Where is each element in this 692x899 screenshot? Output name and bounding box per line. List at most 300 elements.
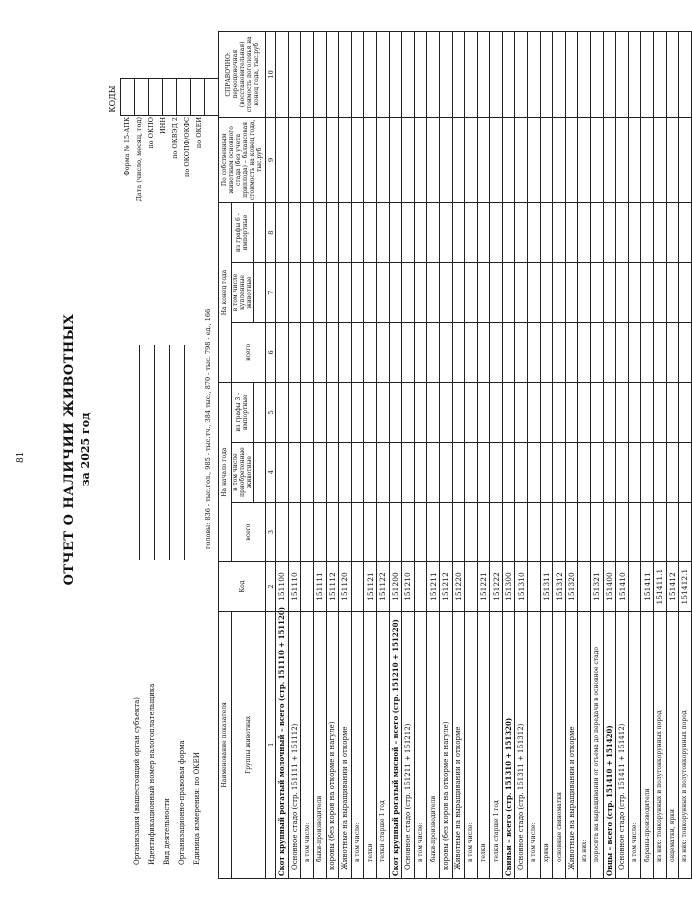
data-cell[interactable] <box>591 502 604 562</box>
data-cell[interactable] <box>427 263 440 323</box>
data-cell[interactable] <box>288 263 301 323</box>
data-cell[interactable] <box>465 322 478 382</box>
data-cell[interactable] <box>301 203 314 263</box>
data-cell[interactable] <box>628 32 641 118</box>
code-cell[interactable] <box>205 79 219 116</box>
data-cell[interactable] <box>364 322 377 382</box>
data-cell[interactable] <box>679 322 692 382</box>
data-cell[interactable] <box>439 263 452 323</box>
data-cell[interactable] <box>364 442 377 502</box>
data-cell[interactable] <box>603 382 616 442</box>
data-cell[interactable] <box>439 32 452 118</box>
data-cell[interactable] <box>565 442 578 502</box>
data-cell[interactable] <box>515 263 528 323</box>
data-cell[interactable] <box>339 117 352 203</box>
data-cell[interactable] <box>452 117 465 203</box>
data-cell[interactable] <box>628 203 641 263</box>
data-cell[interactable] <box>666 32 679 118</box>
data-cell[interactable] <box>502 502 515 562</box>
data-cell[interactable] <box>389 322 402 382</box>
data-cell[interactable] <box>641 382 654 442</box>
data-cell[interactable] <box>654 382 667 442</box>
data-cell[interactable] <box>351 263 364 323</box>
data-cell[interactable] <box>439 382 452 442</box>
data-cell[interactable] <box>477 117 490 203</box>
data-cell[interactable] <box>402 203 415 263</box>
data-cell[interactable] <box>414 32 427 118</box>
data-cell[interactable] <box>389 32 402 118</box>
data-cell[interactable] <box>402 502 415 562</box>
data-cell[interactable] <box>313 32 326 118</box>
data-cell[interactable] <box>528 263 541 323</box>
form-info-label: по ОКПО <box>147 117 155 149</box>
data-cell[interactable] <box>427 322 440 382</box>
data-cell[interactable] <box>376 263 389 323</box>
data-cell[interactable] <box>276 382 289 442</box>
data-cell[interactable] <box>301 32 314 118</box>
data-cell[interactable] <box>376 203 389 263</box>
data-cell[interactable] <box>603 203 616 263</box>
data-cell[interactable] <box>301 382 314 442</box>
data-cell[interactable] <box>515 502 528 562</box>
data-cell[interactable] <box>313 502 326 562</box>
data-cell[interactable] <box>288 322 301 382</box>
data-cell[interactable] <box>389 382 402 442</box>
units-line: головы: 836 - тыс.гол., 985 - тыс.тч., 384 тыс., 870 - тыс. 798 - ед., 166 <box>204 308 212 549</box>
data-cell[interactable] <box>465 32 478 118</box>
data-cell[interactable] <box>389 203 402 263</box>
data-cell[interactable] <box>528 442 541 502</box>
data-cell[interactable] <box>654 117 667 203</box>
data-cell[interactable] <box>389 442 402 502</box>
data-cell[interactable] <box>427 502 440 562</box>
row-code <box>414 562 427 611</box>
data-cell[interactable] <box>389 263 402 323</box>
table-row <box>540 32 553 879</box>
start-total-header: всего <box>231 502 266 562</box>
data-cell[interactable] <box>515 203 528 263</box>
data-cell[interactable] <box>591 382 604 442</box>
data-cell[interactable] <box>502 442 515 502</box>
data-cell[interactable] <box>679 263 692 323</box>
data-cell[interactable] <box>654 32 667 118</box>
row-label: в том числе: <box>528 611 541 878</box>
data-cell[interactable] <box>616 382 629 442</box>
data-cell[interactable] <box>528 382 541 442</box>
data-cell[interactable] <box>465 117 478 203</box>
data-cell[interactable] <box>578 322 591 382</box>
data-cell[interactable] <box>301 442 314 502</box>
data-cell[interactable] <box>452 203 465 263</box>
data-cell[interactable] <box>591 32 604 118</box>
org-field[interactable]: Организационно-правовая форма <box>173 345 188 865</box>
row-label: Скот крупный рогатый молочный – всего (стр. 151110 + 151120) <box>276 611 289 878</box>
data-cell[interactable] <box>276 263 289 323</box>
data-cell[interactable] <box>641 502 654 562</box>
data-cell[interactable] <box>326 32 339 118</box>
data-cell[interactable] <box>641 32 654 118</box>
data-cell[interactable] <box>402 442 415 502</box>
data-cell[interactable] <box>679 502 692 562</box>
data-cell[interactable] <box>654 442 667 502</box>
data-cell[interactable] <box>414 442 427 502</box>
data-cell[interactable] <box>402 382 415 442</box>
data-cell[interactable] <box>465 502 478 562</box>
code-cell[interactable] <box>149 79 163 116</box>
data-cell[interactable] <box>515 117 528 203</box>
data-cell[interactable] <box>528 502 541 562</box>
data-cell[interactable] <box>565 322 578 382</box>
data-cell[interactable] <box>666 203 679 263</box>
data-cell[interactable] <box>414 322 427 382</box>
data-cell[interactable] <box>452 442 465 502</box>
data-cell[interactable] <box>288 32 301 118</box>
data-cell[interactable] <box>578 502 591 562</box>
data-cell[interactable] <box>490 203 503 263</box>
data-cell[interactable] <box>679 382 692 442</box>
data-cell[interactable] <box>414 117 427 203</box>
row-code: 151412 <box>666 562 679 611</box>
data-cell[interactable] <box>591 322 604 382</box>
data-cell[interactable] <box>288 502 301 562</box>
table-row <box>439 32 452 879</box>
data-cell[interactable] <box>515 322 528 382</box>
data-cell[interactable] <box>490 382 503 442</box>
code-cell[interactable] <box>163 79 177 116</box>
data-cell[interactable] <box>565 32 578 118</box>
code-cell[interactable] <box>191 79 205 116</box>
data-cell[interactable] <box>578 263 591 323</box>
data-cell[interactable] <box>666 117 679 203</box>
data-cell[interactable] <box>276 117 289 203</box>
data-cell[interactable] <box>452 502 465 562</box>
data-cell[interactable] <box>666 442 679 502</box>
data-cell[interactable] <box>553 263 566 323</box>
data-cell[interactable] <box>301 117 314 203</box>
data-cell[interactable] <box>641 322 654 382</box>
data-cell[interactable] <box>528 322 541 382</box>
data-cell[interactable] <box>414 502 427 562</box>
data-cell[interactable] <box>666 502 679 562</box>
data-cell[interactable] <box>313 117 326 203</box>
data-cell[interactable] <box>351 32 364 118</box>
data-cell[interactable] <box>276 502 289 562</box>
data-cell[interactable] <box>364 263 377 323</box>
data-cell[interactable] <box>540 117 553 203</box>
data-cell[interactable] <box>603 117 616 203</box>
data-cell[interactable] <box>452 263 465 323</box>
data-cell[interactable] <box>376 442 389 502</box>
data-cell[interactable] <box>666 263 679 323</box>
end-imported-header: из графы 6 - импортные <box>231 203 253 263</box>
data-cell[interactable] <box>465 442 478 502</box>
data-cell[interactable] <box>427 203 440 263</box>
data-cell[interactable] <box>654 263 667 323</box>
data-cell[interactable] <box>326 442 339 502</box>
data-cell[interactable] <box>553 442 566 502</box>
data-cell[interactable] <box>376 322 389 382</box>
header-spacer <box>253 203 266 263</box>
data-cell[interactable] <box>439 117 452 203</box>
data-cell[interactable] <box>591 117 604 203</box>
data-cell[interactable] <box>679 32 692 118</box>
data-cell[interactable] <box>553 502 566 562</box>
data-cell[interactable] <box>364 117 377 203</box>
data-cell[interactable] <box>679 117 692 203</box>
data-cell[interactable] <box>402 32 415 118</box>
data-cell[interactable] <box>439 203 452 263</box>
data-cell[interactable] <box>276 322 289 382</box>
data-cell[interactable] <box>339 322 352 382</box>
data-cell[interactable] <box>301 263 314 323</box>
data-cell[interactable] <box>477 32 490 118</box>
row-code: 151122 <box>376 562 389 611</box>
data-cell[interactable] <box>288 117 301 203</box>
data-cell[interactable] <box>313 263 326 323</box>
data-cell[interactable] <box>540 502 553 562</box>
code-cell[interactable] <box>135 79 149 116</box>
data-cell[interactable] <box>591 203 604 263</box>
data-cell[interactable] <box>477 502 490 562</box>
data-cell[interactable] <box>641 117 654 203</box>
data-cell[interactable] <box>414 382 427 442</box>
data-cell[interactable] <box>502 263 515 323</box>
code-cell[interactable] <box>177 79 191 116</box>
data-cell[interactable] <box>339 32 352 118</box>
data-cell[interactable] <box>628 117 641 203</box>
data-cell[interactable] <box>439 442 452 502</box>
indicator-header: Наименование показателя <box>219 611 232 878</box>
data-cell[interactable] <box>616 442 629 502</box>
data-cell[interactable] <box>427 382 440 442</box>
data-cell[interactable] <box>565 502 578 562</box>
data-cell[interactable] <box>578 117 591 203</box>
data-cell[interactable] <box>628 322 641 382</box>
row-label: телки старше 1 год <box>490 611 503 878</box>
data-cell[interactable] <box>339 203 352 263</box>
data-cell[interactable] <box>326 382 339 442</box>
data-cell[interactable] <box>490 322 503 382</box>
data-cell[interactable] <box>628 442 641 502</box>
data-cell[interactable] <box>528 32 541 118</box>
data-cell[interactable] <box>477 263 490 323</box>
data-cell[interactable] <box>364 382 377 442</box>
data-cell[interactable] <box>540 263 553 323</box>
data-cell[interactable] <box>276 203 289 263</box>
table-row <box>376 32 389 879</box>
data-cell[interactable] <box>502 32 515 118</box>
data-cell[interactable] <box>313 322 326 382</box>
data-cell[interactable] <box>502 322 515 382</box>
data-cell[interactable] <box>628 502 641 562</box>
data-cell[interactable] <box>528 117 541 203</box>
data-cell[interactable] <box>477 382 490 442</box>
data-cell[interactable] <box>389 117 402 203</box>
data-cell[interactable] <box>578 382 591 442</box>
data-cell[interactable] <box>339 263 352 323</box>
data-cell[interactable] <box>288 442 301 502</box>
data-cell[interactable] <box>339 502 352 562</box>
data-cell[interactable] <box>490 502 503 562</box>
data-cell[interactable] <box>654 203 667 263</box>
data-cell[interactable] <box>490 263 503 323</box>
data-cell[interactable] <box>641 263 654 323</box>
data-cell[interactable] <box>616 32 629 118</box>
data-cell[interactable] <box>402 263 415 323</box>
header-spacer <box>253 263 266 323</box>
data-cell[interactable] <box>540 32 553 118</box>
data-cell[interactable] <box>465 382 478 442</box>
data-cell[interactable] <box>313 442 326 502</box>
data-cell[interactable] <box>452 32 465 118</box>
data-cell[interactable] <box>326 203 339 263</box>
data-cell[interactable] <box>477 442 490 502</box>
data-cell[interactable] <box>565 203 578 263</box>
data-cell[interactable] <box>339 442 352 502</box>
data-cell[interactable] <box>591 263 604 323</box>
data-cell[interactable] <box>515 382 528 442</box>
data-cell[interactable] <box>351 117 364 203</box>
data-cell[interactable] <box>364 203 377 263</box>
org-field[interactable]: Идентификационный номер налогоплательщика <box>143 345 158 865</box>
data-cell[interactable] <box>402 322 415 382</box>
data-cell[interactable] <box>465 203 478 263</box>
data-cell[interactable] <box>313 203 326 263</box>
data-cell[interactable] <box>578 203 591 263</box>
data-cell[interactable] <box>502 203 515 263</box>
data-cell[interactable] <box>364 502 377 562</box>
data-cell[interactable] <box>553 322 566 382</box>
data-cell[interactable] <box>679 442 692 502</box>
data-cell[interactable] <box>351 203 364 263</box>
data-cell[interactable] <box>301 322 314 382</box>
data-cell[interactable] <box>616 263 629 323</box>
data-cell[interactable] <box>301 502 314 562</box>
data-cell[interactable] <box>616 203 629 263</box>
data-cell[interactable] <box>502 117 515 203</box>
data-cell[interactable] <box>679 203 692 263</box>
data-cell[interactable] <box>553 32 566 118</box>
org-field[interactable]: Единица измерения: по ОКЕИ <box>193 752 201 865</box>
row-code: 151212 <box>439 562 452 611</box>
data-cell[interactable] <box>452 382 465 442</box>
data-cell[interactable] <box>603 263 616 323</box>
table-row <box>578 32 591 879</box>
row-label: телки старше 1 год <box>376 611 389 878</box>
data-cell[interactable] <box>477 322 490 382</box>
data-cell[interactable] <box>616 502 629 562</box>
row-code: 151100 <box>276 562 289 611</box>
data-cell[interactable] <box>288 382 301 442</box>
data-cell[interactable] <box>326 502 339 562</box>
data-cell[interactable] <box>603 442 616 502</box>
data-cell[interactable] <box>376 117 389 203</box>
data-cell[interactable] <box>427 117 440 203</box>
data-cell[interactable] <box>465 263 478 323</box>
data-cell[interactable] <box>351 442 364 502</box>
data-cell[interactable] <box>502 382 515 442</box>
data-cell[interactable] <box>351 502 364 562</box>
data-cell[interactable] <box>603 32 616 118</box>
data-cell[interactable] <box>565 117 578 203</box>
data-cell[interactable] <box>540 322 553 382</box>
data-cell[interactable] <box>490 442 503 502</box>
data-cell[interactable] <box>326 322 339 382</box>
data-cell[interactable] <box>628 263 641 323</box>
data-cell[interactable] <box>351 322 364 382</box>
data-cell[interactable] <box>389 502 402 562</box>
data-cell[interactable] <box>364 32 377 118</box>
data-cell[interactable] <box>591 442 604 502</box>
data-cell[interactable] <box>414 263 427 323</box>
data-cell[interactable] <box>540 382 553 442</box>
data-cell[interactable] <box>414 203 427 263</box>
data-cell[interactable] <box>376 32 389 118</box>
data-cell[interactable] <box>540 442 553 502</box>
data-cell[interactable] <box>326 117 339 203</box>
data-cell[interactable] <box>553 117 566 203</box>
data-cell[interactable] <box>641 442 654 502</box>
table-row <box>414 32 427 879</box>
organization-fields <box>128 345 203 865</box>
data-cell[interactable] <box>578 442 591 502</box>
data-cell[interactable] <box>654 322 667 382</box>
row-code: 151410 <box>616 562 629 611</box>
data-cell[interactable] <box>276 32 289 118</box>
data-cell[interactable] <box>427 442 440 502</box>
data-cell[interactable] <box>477 203 490 263</box>
data-cell[interactable] <box>276 442 289 502</box>
data-cell[interactable] <box>439 502 452 562</box>
data-cell[interactable] <box>553 382 566 442</box>
org-field[interactable]: Вид деятельности <box>158 345 173 865</box>
data-cell[interactable] <box>376 502 389 562</box>
data-cell[interactable] <box>313 382 326 442</box>
data-cell[interactable] <box>351 382 364 442</box>
data-cell[interactable] <box>515 442 528 502</box>
data-cell[interactable] <box>603 502 616 562</box>
data-cell[interactable] <box>427 32 440 118</box>
data-cell[interactable] <box>578 32 591 118</box>
data-cell[interactable] <box>540 203 553 263</box>
data-cell[interactable] <box>666 382 679 442</box>
data-cell[interactable] <box>616 117 629 203</box>
data-cell[interactable] <box>553 203 566 263</box>
data-cell[interactable] <box>439 322 452 382</box>
data-cell[interactable] <box>565 382 578 442</box>
data-cell[interactable] <box>528 203 541 263</box>
data-cell[interactable] <box>654 502 667 562</box>
data-cell[interactable] <box>666 322 679 382</box>
org-field[interactable]: Организация (вышестоящий орган субъекта) <box>128 345 143 865</box>
data-cell[interactable] <box>490 32 503 118</box>
data-cell[interactable] <box>402 117 415 203</box>
data-cell[interactable] <box>616 322 629 382</box>
data-cell[interactable] <box>641 203 654 263</box>
data-cell[interactable] <box>603 322 616 382</box>
data-cell[interactable] <box>490 117 503 203</box>
data-cell[interactable] <box>452 322 465 382</box>
data-cell[interactable] <box>288 203 301 263</box>
code-cell[interactable] <box>121 79 135 116</box>
data-cell[interactable] <box>376 382 389 442</box>
row-code: 151110 <box>288 562 301 611</box>
data-cell[interactable] <box>565 263 578 323</box>
data-cell[interactable] <box>339 382 352 442</box>
data-cell[interactable] <box>515 32 528 118</box>
data-cell[interactable] <box>628 382 641 442</box>
data-cell[interactable] <box>326 263 339 323</box>
